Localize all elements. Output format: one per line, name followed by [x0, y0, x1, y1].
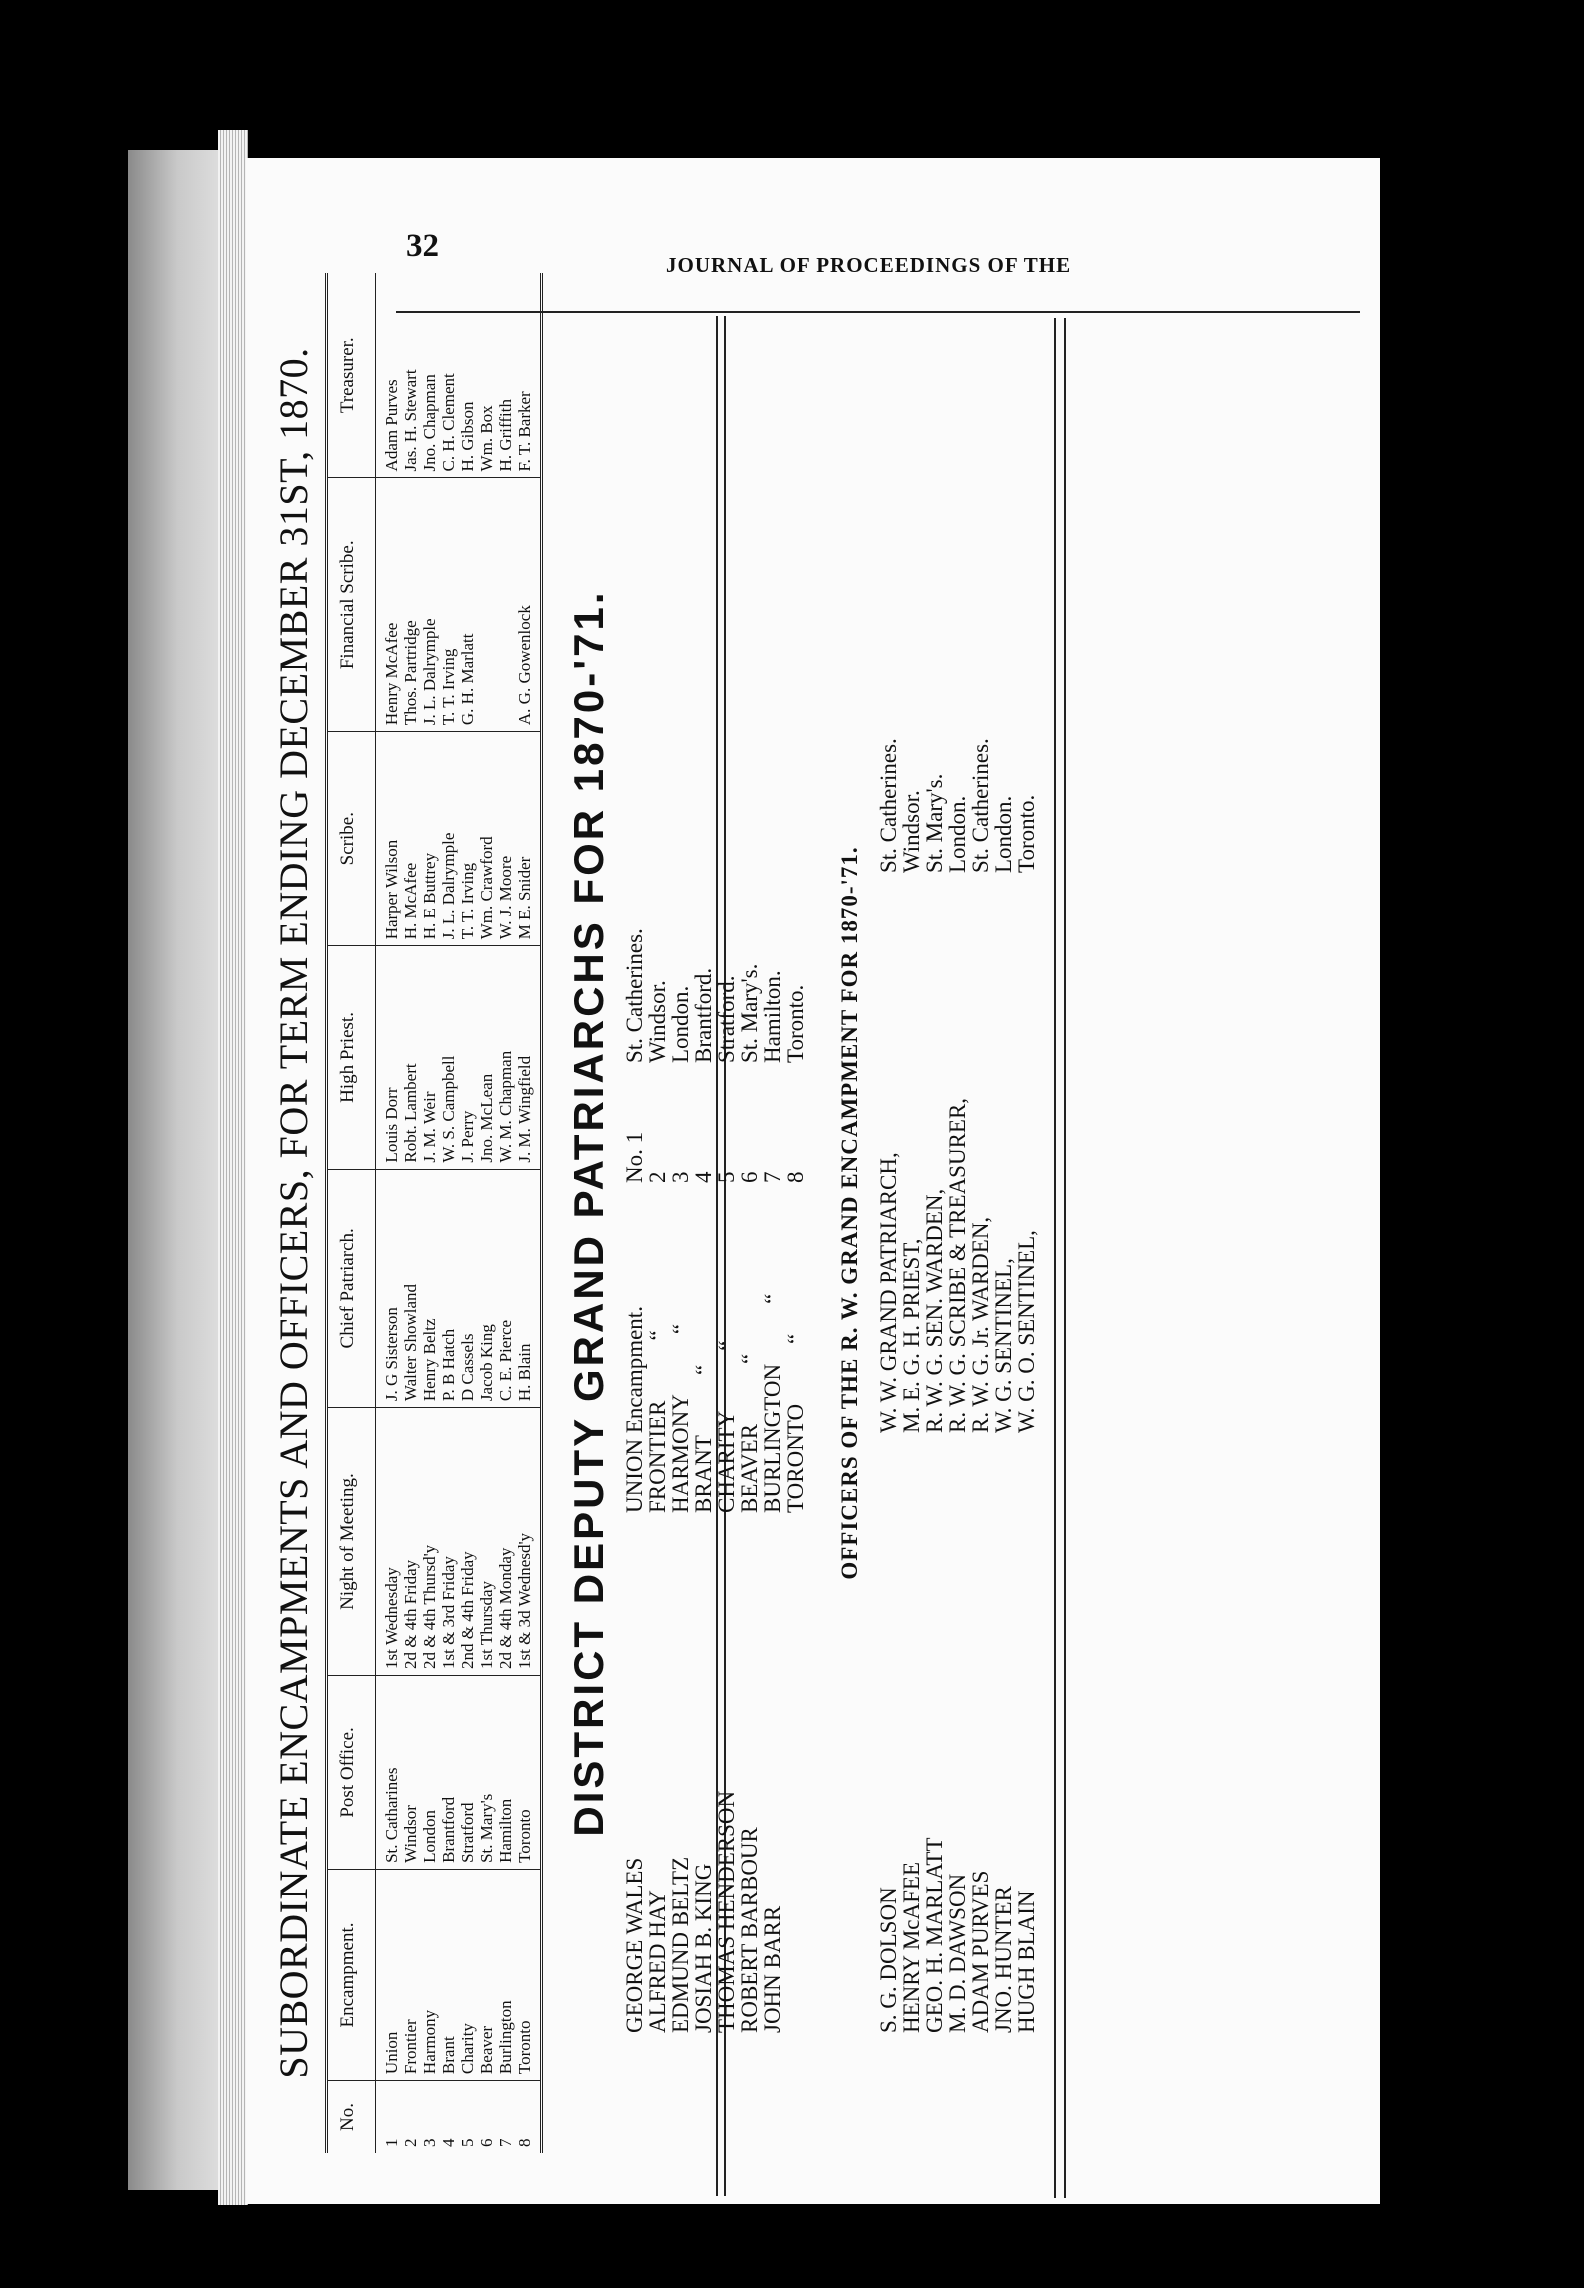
table-cell: Jacob King: [477, 1169, 496, 1408]
ddgp-list: [623, 273, 807, 2033]
rotated-content: [258, 273, 1368, 2153]
ddgp-city: St. Mary's.: [737, 963, 762, 1063]
ddgp-city: London.: [668, 985, 693, 1063]
officer-office: W. G. O. SENTINEL,: [1014, 1230, 1039, 1433]
table-cell: Brantford: [439, 1675, 458, 1869]
ddgp-city: Windsor.: [645, 980, 670, 1063]
officer-office-column: [877, 873, 1038, 1433]
ddgp-name: JOSIAH B. KING: [691, 1863, 716, 2033]
table-cell: Hamilton: [496, 1675, 515, 1869]
ddgp-encampment-name: HARMONY: [668, 1394, 693, 1513]
table-cell: Jno. Chapman: [420, 374, 439, 472]
officer-office: R. W. G. SCRIBE & TREASURER,: [945, 1097, 970, 1433]
table-cell: Henry McAfee: [376, 478, 402, 732]
officers-list: [877, 273, 1038, 2033]
table-cell: J. M. Weir: [420, 946, 439, 1169]
column-header: Night of Meeting.: [327, 1408, 376, 1676]
page-number: 32: [406, 228, 439, 264]
table-cell: 2nd & 4th Friday: [458, 1408, 477, 1676]
table-cell: Brant: [439, 1869, 458, 2080]
officer-office: W. W. GRAND PATRIARCH,: [876, 1152, 901, 1433]
ddgp-names-column: [623, 1513, 807, 2033]
table-cell: 2d & 4th Thursd'y: [420, 1408, 439, 1676]
ddgp-encampment: [669, 1183, 692, 1513]
ddgp-encampment: [738, 1183, 761, 1513]
table-row: [401, 273, 420, 2153]
ddgp-encampment: [784, 1183, 807, 1513]
table-cell: Wm. Crawford: [477, 732, 496, 946]
ddgp-number: No. 1: [622, 1131, 647, 1183]
column-header: Encampment.: [327, 1869, 376, 2080]
table-cell: 1st Thursday: [477, 1408, 496, 1676]
officer-name: HUGH BLAIN: [1014, 1890, 1039, 2033]
ddgp-city-column: [623, 763, 807, 1063]
officer-city: Windsor.: [899, 790, 924, 873]
table-cell: St. Catharines: [376, 1675, 402, 1869]
column-header: High Priest.: [327, 946, 376, 1169]
ddgp-number: 3: [668, 1171, 693, 1183]
ddgp-name: ROBERT BARBOUR: [737, 1827, 762, 2033]
table-cell: Union: [376, 1869, 402, 2080]
table-cell: W. S. Campbell: [439, 946, 458, 1169]
table-cell: T. T. Irving: [458, 732, 477, 946]
table-cell: P. B Hatch: [439, 1169, 458, 1408]
ddgp-encampment: [715, 1183, 738, 1513]
table-cell: Louis Dorr: [376, 946, 402, 1169]
table-cell: Toronto: [515, 1869, 542, 2080]
table-cell: H. Blain: [515, 1169, 542, 1408]
table-cell: 4: [439, 2081, 458, 2153]
ddgp-encampment-name: CHARITY: [714, 1410, 739, 1513]
running-title: JOURNAL OF PROCEEDINGS OF THE: [666, 253, 1072, 277]
table-cell: 6: [477, 2081, 496, 2153]
ditto-mark: “: [714, 1340, 739, 1351]
table-row: [458, 273, 477, 2153]
ddgp-number: 7: [760, 1171, 785, 1183]
column-header: Post Office.: [327, 1675, 376, 1869]
table-header-row: [327, 273, 376, 2153]
officer-city: St. Catherines.: [968, 738, 993, 873]
table-cell: 2d & 4th Friday: [401, 1408, 420, 1676]
table-cell: London: [420, 1675, 439, 1869]
table-cell: Stratford: [458, 1675, 477, 1869]
column-header: No.: [327, 2081, 376, 2153]
table-cell: C. H. Clement: [439, 373, 458, 472]
ddgp-name: [784, 1513, 807, 2033]
table-cell: J. G Sisterson: [376, 1169, 402, 1408]
ddgp-number: 8: [783, 1171, 808, 1183]
table-cell: 7: [496, 2081, 515, 2153]
ddgp-encampment-name: BRANT: [691, 1435, 716, 1513]
table-cell: Frontier: [401, 1869, 420, 2080]
table-cell: 3: [420, 2081, 439, 2153]
table-cell: Thos. Partridge: [401, 478, 420, 732]
table-cell: [496, 478, 515, 732]
column-header: Chief Patriarch.: [327, 1169, 376, 1408]
table-cell: A. G. Gowenlock: [515, 478, 542, 732]
officer-name: JNO. HUNTER: [991, 1886, 1016, 2033]
officer-name: HENRY McAFEE: [899, 1861, 924, 2033]
column-header: Financial Scribe.: [327, 478, 376, 732]
table-body: [376, 273, 542, 2153]
table-row: [420, 273, 439, 2153]
officer-city: St. Catherines.: [876, 738, 901, 873]
table-cell: J. L. Dalrymple: [439, 732, 458, 946]
ddgp-name: GEORGE WALES: [622, 1857, 647, 2033]
ddgp-number: 6: [737, 1171, 762, 1183]
table-cell: 1st Wednesday: [376, 1408, 402, 1676]
ditto-mark: “: [783, 1333, 808, 1344]
table-row: [376, 273, 402, 2153]
table-row: [477, 273, 496, 2153]
ddgp-city: Stratford.: [714, 975, 739, 1063]
table-cell: Adam Purves: [382, 379, 401, 472]
table-cell: J. Perry: [458, 946, 477, 1169]
ditto-mark: “: [691, 1364, 716, 1376]
ditto-mark: “: [737, 1353, 762, 1364]
table-cell: Harper Wilson: [376, 732, 402, 946]
officer-city: London.: [991, 795, 1016, 873]
ditto-mark: “: [760, 1293, 785, 1304]
ddgp-name: ALFRED HAY: [645, 1890, 670, 2033]
table-cell: Windsor: [401, 1675, 420, 1869]
officer-city: London.: [945, 795, 970, 873]
table-row: [515, 273, 542, 2153]
table-cell: D Cassels: [458, 1169, 477, 1408]
ddgp-city: Hamilton.: [760, 970, 785, 1063]
table-cell: St. Mary's: [477, 1675, 496, 1869]
table-cell: Burlington: [496, 1869, 515, 2080]
table-cell: J. M. Wingfield: [515, 946, 542, 1169]
column-header: Scribe.: [327, 732, 376, 946]
encampments-table: [325, 273, 543, 2153]
table-cell: Jno. McLean: [477, 946, 496, 1169]
ddgp-encampment: [692, 1183, 715, 1513]
officer-names-column: [877, 1433, 1038, 2033]
table-cell: Harmony: [420, 1869, 439, 2080]
officer-city: Toronto.: [1014, 794, 1039, 873]
ddgp-encampment-name: BURLINGTON: [760, 1363, 785, 1513]
officers-title: OFFICERS OF THE R. W. GRAND ENCAMPMENT FOR 1870-'71.: [837, 846, 862, 1580]
ddgp-number: 5: [714, 1171, 739, 1183]
ddgp-city: Brantford.: [691, 967, 716, 1063]
ddgp-name: EDMUND BELTZ: [668, 1856, 693, 2033]
column-header: Treasurer.: [327, 273, 376, 478]
officer-name: M. D. DAWSON: [945, 1873, 970, 2033]
table-cell: H. Gibson: [458, 401, 477, 472]
table-cell: M E. Snider: [515, 732, 542, 946]
ddgp-city: St. Catherines.: [622, 928, 647, 1063]
ditto-mark: “: [668, 1323, 693, 1335]
table-cell: G. H. Marlatt: [458, 478, 477, 732]
encampments-table-title: SUBORDINATE ENCAMPMENTS AND OFFICERS, FOR TERM ENDING DECEMBER 31ST, 1870.: [271, 347, 316, 2079]
ddgp-encampment-name: BEAVER: [737, 1423, 762, 1513]
ddgp-title: DISTRICT DEPUTY GRAND PATRIARCHS FOR 1870-'71.: [565, 589, 612, 1837]
table-cell: Wm. Box: [477, 405, 496, 472]
table-cell: Toronto: [515, 1675, 542, 1869]
ddgp-number: 2: [645, 1171, 670, 1183]
officer-office: M. E. G. H. PRIEST,: [899, 1238, 924, 1433]
officer-office: R. W. G. SEN. WARDEN,: [922, 1188, 947, 1433]
page-edges: [218, 130, 248, 2205]
table-cell: F. T. Barker: [515, 391, 534, 472]
table-cell: 2d & 4th Monday: [496, 1408, 515, 1676]
table-cell: C. E. Pierce: [496, 1169, 515, 1408]
table-cell: J. L. Dalrymple: [420, 478, 439, 732]
ddgp-name: THOMAS HENDERSON: [714, 1790, 739, 2033]
table-cell: H. Griffith: [496, 399, 515, 472]
officer-city-column: [877, 573, 1038, 873]
officer-office: R. W. G. Jr. WARDEN,: [968, 1216, 993, 1433]
table-cell: Charity: [458, 1869, 477, 2080]
table-cell: 1st & 3rd Friday: [439, 1408, 458, 1676]
table-cell: W. M. Chapman: [496, 946, 515, 1169]
ddgp-encampment: [623, 1183, 646, 1513]
ddgp-number-column: [623, 1063, 807, 1183]
table-cell: [477, 478, 496, 732]
table-cell: 5: [458, 2081, 477, 2153]
ddgp-encampment: [761, 1183, 784, 1513]
table-cell: Henry Beltz: [420, 1169, 439, 1408]
ddgp-encampment-name: UNION Encampment.: [622, 1306, 647, 1513]
officer-city: St. Mary's.: [922, 773, 947, 873]
ddgp-name: JOHN BARR: [760, 1905, 785, 2033]
table-cell: 8: [515, 2081, 542, 2153]
ddgp-encampment-name: FRONTIER: [645, 1400, 670, 1513]
book-page: [246, 158, 1380, 2204]
ddgp-encampment: [646, 1183, 669, 1513]
table-cell: Robt. Lambert: [401, 946, 420, 1169]
ditto-mark: “: [645, 1330, 670, 1341]
ddgp-city: Toronto.: [783, 984, 808, 1063]
table-cell: Beaver: [477, 1869, 496, 2080]
table-cell: W. J. Moore: [496, 732, 515, 946]
table-cell: 2: [401, 2081, 420, 2153]
table-cell: Jas. H. Stewart: [401, 369, 420, 472]
table-row: [496, 273, 515, 2153]
ddgp-encampment-column: [623, 1183, 807, 1513]
table-cell: H. McAfee: [401, 732, 420, 946]
table-cell: 1: [376, 2081, 402, 2153]
officer-office: W. G. SENTINEL,: [991, 1258, 1016, 1433]
ddgp-number: 4: [691, 1171, 716, 1183]
table-cell: Walter Showland: [401, 1169, 420, 1408]
officer-name: ADAM PURVES: [968, 1870, 993, 2033]
table-cell: T. T. Irving: [439, 478, 458, 732]
table-cell: 1st & 3d Wednesd'y: [515, 1408, 542, 1676]
table-row: [439, 273, 458, 2153]
table-cell: H. E Buttrey: [420, 732, 439, 946]
officer-name: S. G. DOLSON: [876, 1887, 901, 2033]
officer-name: GEO. H. MARLATT: [922, 1837, 947, 2033]
ddgp-encampment-name: TORONTO: [783, 1403, 808, 1513]
